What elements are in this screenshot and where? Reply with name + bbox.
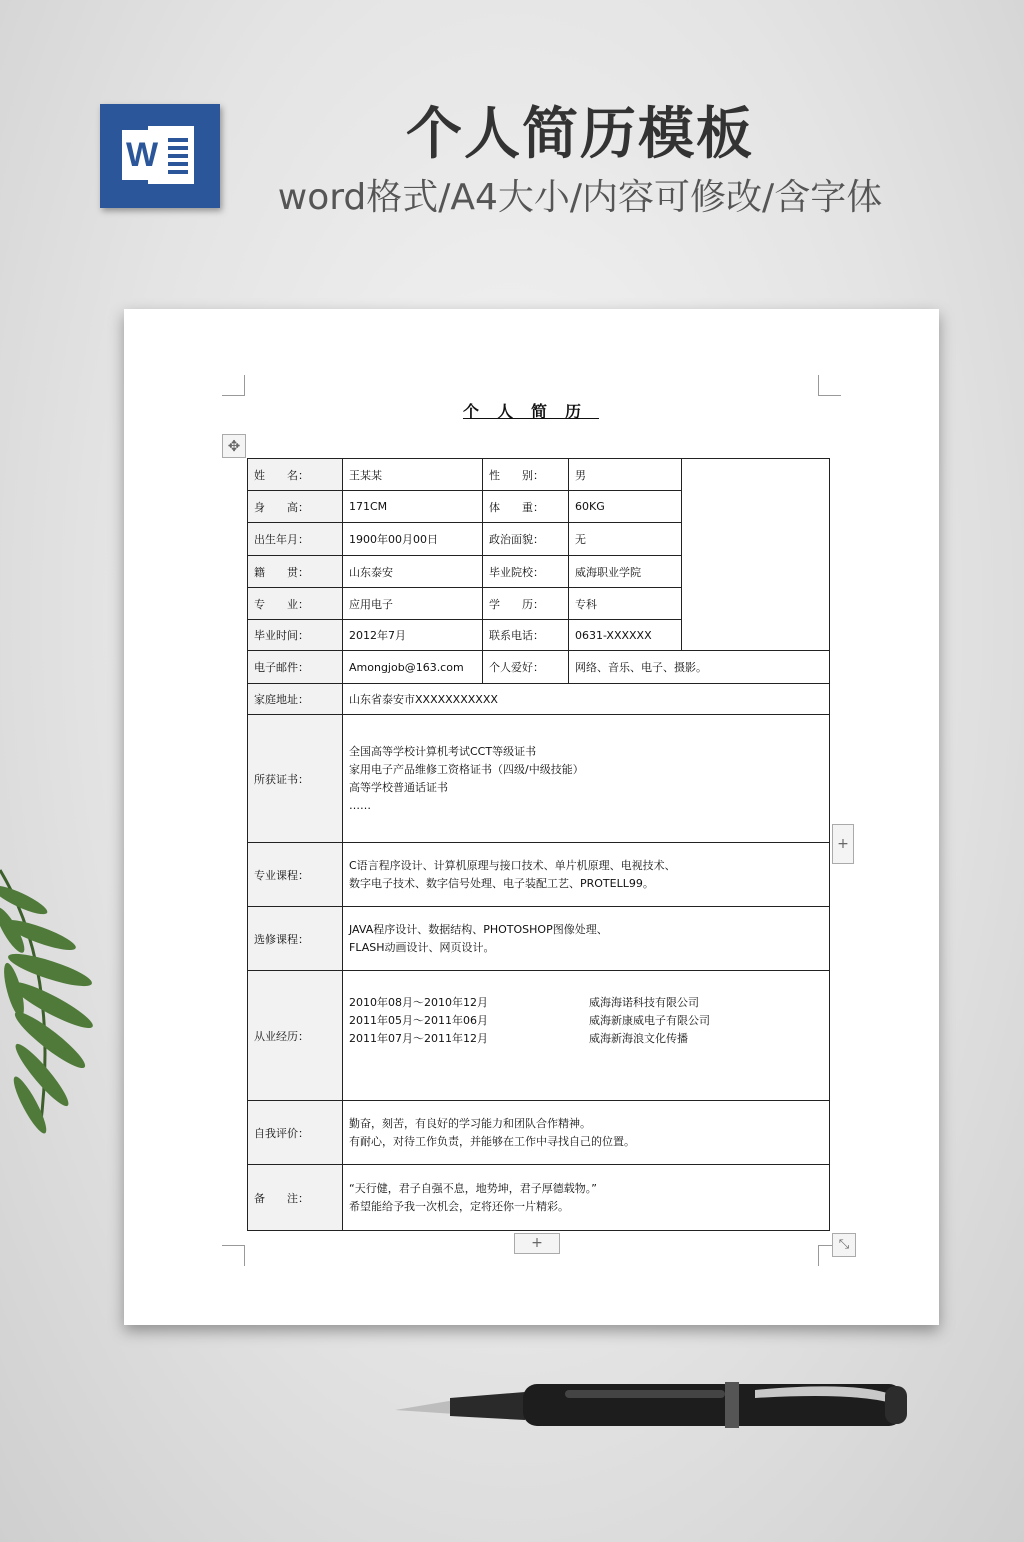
experience-company: 威海海诺科技有限公司 xyxy=(589,995,699,1009)
cell-value[interactable]: 山东泰安 xyxy=(343,556,483,588)
cell-label[interactable]: 籍 贯： xyxy=(248,556,343,588)
table-row xyxy=(248,651,830,684)
table-row xyxy=(248,459,830,491)
table-row xyxy=(248,843,830,907)
table-row xyxy=(248,684,830,715)
banner-title: 个人简历模板 xyxy=(406,102,754,167)
resume-table xyxy=(247,458,830,1231)
cell-label[interactable]: 联系电话： xyxy=(483,620,569,651)
remarks-cell[interactable] xyxy=(343,1165,830,1231)
cell-value[interactable]: 网络、音乐、电子、摄影。 xyxy=(569,651,830,684)
list-item: 希望能给予我一次机会，定将还你一片精彩。 xyxy=(349,1199,569,1213)
cell-label[interactable]: 专业课程： xyxy=(248,843,343,907)
banner-subtitle: word格式/A4大小/内容可修改/含字体 xyxy=(277,177,883,218)
list-item: …… xyxy=(349,798,371,812)
cell-label[interactable]: 毕业院校： xyxy=(483,556,569,588)
add-row-button[interactable]: + xyxy=(514,1233,560,1254)
photo-cell[interactable] xyxy=(682,459,830,651)
margin-corner-top-left xyxy=(222,375,245,396)
list-item: “天行健，君子自强不息，地势坤，君子厚德载物。” xyxy=(349,1181,597,1195)
cell-value[interactable]: 60KG xyxy=(569,491,682,523)
list-item xyxy=(349,994,823,1012)
list-item xyxy=(349,1012,823,1030)
self-evaluation-cell[interactable] xyxy=(343,1101,830,1165)
cell-label[interactable]: 家庭地址： xyxy=(248,684,343,715)
cell-label[interactable]: 出生年月： xyxy=(248,523,343,556)
experience-period: 2011年07月～2011年12月 xyxy=(349,1031,488,1045)
cell-label[interactable]: 专 业： xyxy=(248,588,343,620)
cell-label[interactable]: 从业经历： xyxy=(248,971,343,1101)
table-row xyxy=(248,907,830,971)
cell-label[interactable]: 毕业时间： xyxy=(248,620,343,651)
list-item xyxy=(349,1030,823,1048)
plant-leaf-decoration xyxy=(0,860,110,1140)
cell-value[interactable]: 应用电子 xyxy=(343,588,483,620)
document-title: 个人简历 xyxy=(462,402,599,421)
cell-label[interactable]: 备 注： xyxy=(248,1165,343,1231)
margin-corner-bottom-left xyxy=(222,1245,245,1266)
word-app-icon xyxy=(100,104,220,208)
cell-label[interactable]: 学 历： xyxy=(483,588,569,620)
cell-value[interactable]: 171CM xyxy=(343,491,483,523)
list-item: 高等学校普通话证书 xyxy=(349,780,448,794)
cell-value[interactable]: 2012年7月 xyxy=(343,620,483,651)
cell-value[interactable]: 0631-XXXXXX xyxy=(569,620,682,651)
cell-value[interactable]: 男 xyxy=(569,459,682,491)
table-row xyxy=(248,1101,830,1165)
cell-value[interactable]: 无 xyxy=(569,523,682,556)
cell-label[interactable]: 个人爱好： xyxy=(483,651,569,684)
table-row xyxy=(248,715,830,843)
cell-value[interactable]: 威海职业学院 xyxy=(569,556,682,588)
experience-company: 威海新海浪文化传播 xyxy=(589,1031,688,1045)
cell-value[interactable]: 山东省泰安市XXXXXXXXXXX xyxy=(343,684,830,715)
table-row xyxy=(248,971,830,1101)
add-column-button[interactable]: + xyxy=(832,824,854,864)
word-w-letter: W xyxy=(122,130,162,180)
margin-corner-top-right xyxy=(818,375,841,396)
experience-period: 2011年05月～2011年06月 xyxy=(349,1013,488,1027)
cell-label[interactable]: 自我评价： xyxy=(248,1101,343,1165)
table-move-handle-icon[interactable]: ✥ xyxy=(222,434,246,458)
experience-company: 威海新康威电子有限公司 xyxy=(589,1013,710,1027)
table-row xyxy=(248,1165,830,1231)
list-item: JAVA程序设计、数据结构、PHOTOSHOP图像处理、 xyxy=(349,922,608,936)
experience-period: 2010年08月～2010年12月 xyxy=(349,995,488,1009)
cell-value[interactable]: Amongjob@163.com xyxy=(343,651,483,684)
list-item: C语言程序设计、计算机原理与接口技术、单片机原理、电视技术、 xyxy=(349,858,676,872)
list-item: FLASH动画设计、网页设计。 xyxy=(349,940,495,954)
list-item: 数字电子技术、数字信号处理、电子装配工艺、PROTELL99。 xyxy=(349,876,654,890)
certificates-cell[interactable] xyxy=(343,715,830,843)
cell-label[interactable]: 所获证书： xyxy=(248,715,343,843)
experience-cell[interactable] xyxy=(343,971,830,1101)
cell-label[interactable]: 电子邮件： xyxy=(248,651,343,684)
document-page xyxy=(124,309,939,1325)
cell-value[interactable]: 王某某 xyxy=(343,459,483,491)
cell-label[interactable]: 选修课程： xyxy=(248,907,343,971)
cell-value[interactable]: 专科 xyxy=(569,588,682,620)
major-courses-cell[interactable] xyxy=(343,843,830,907)
table-resize-handle-icon[interactable]: ⤡ xyxy=(832,1233,856,1257)
list-item: 勤奋，刻苦，有良好的学习能力和团队合作精神。 xyxy=(349,1116,591,1130)
cell-label[interactable]: 性 别： xyxy=(483,459,569,491)
cell-label[interactable]: 身 高： xyxy=(248,491,343,523)
list-item: 家用电子产品维修工资格证书（四级/中级技能） xyxy=(349,762,584,776)
fountain-pen-decoration xyxy=(395,1370,915,1440)
elective-courses-cell[interactable] xyxy=(343,907,830,971)
cell-label[interactable]: 政治面貌： xyxy=(483,523,569,556)
cell-label[interactable]: 姓 名： xyxy=(248,459,343,491)
cell-label[interactable]: 体 重： xyxy=(483,491,569,523)
cell-value[interactable]: 1900年00月00日 xyxy=(343,523,483,556)
list-item: 有耐心，对待工作负责，并能够在工作中寻找自己的位置。 xyxy=(349,1134,635,1148)
list-item: 全国高等学校计算机考试CCT等级证书 xyxy=(349,744,537,758)
